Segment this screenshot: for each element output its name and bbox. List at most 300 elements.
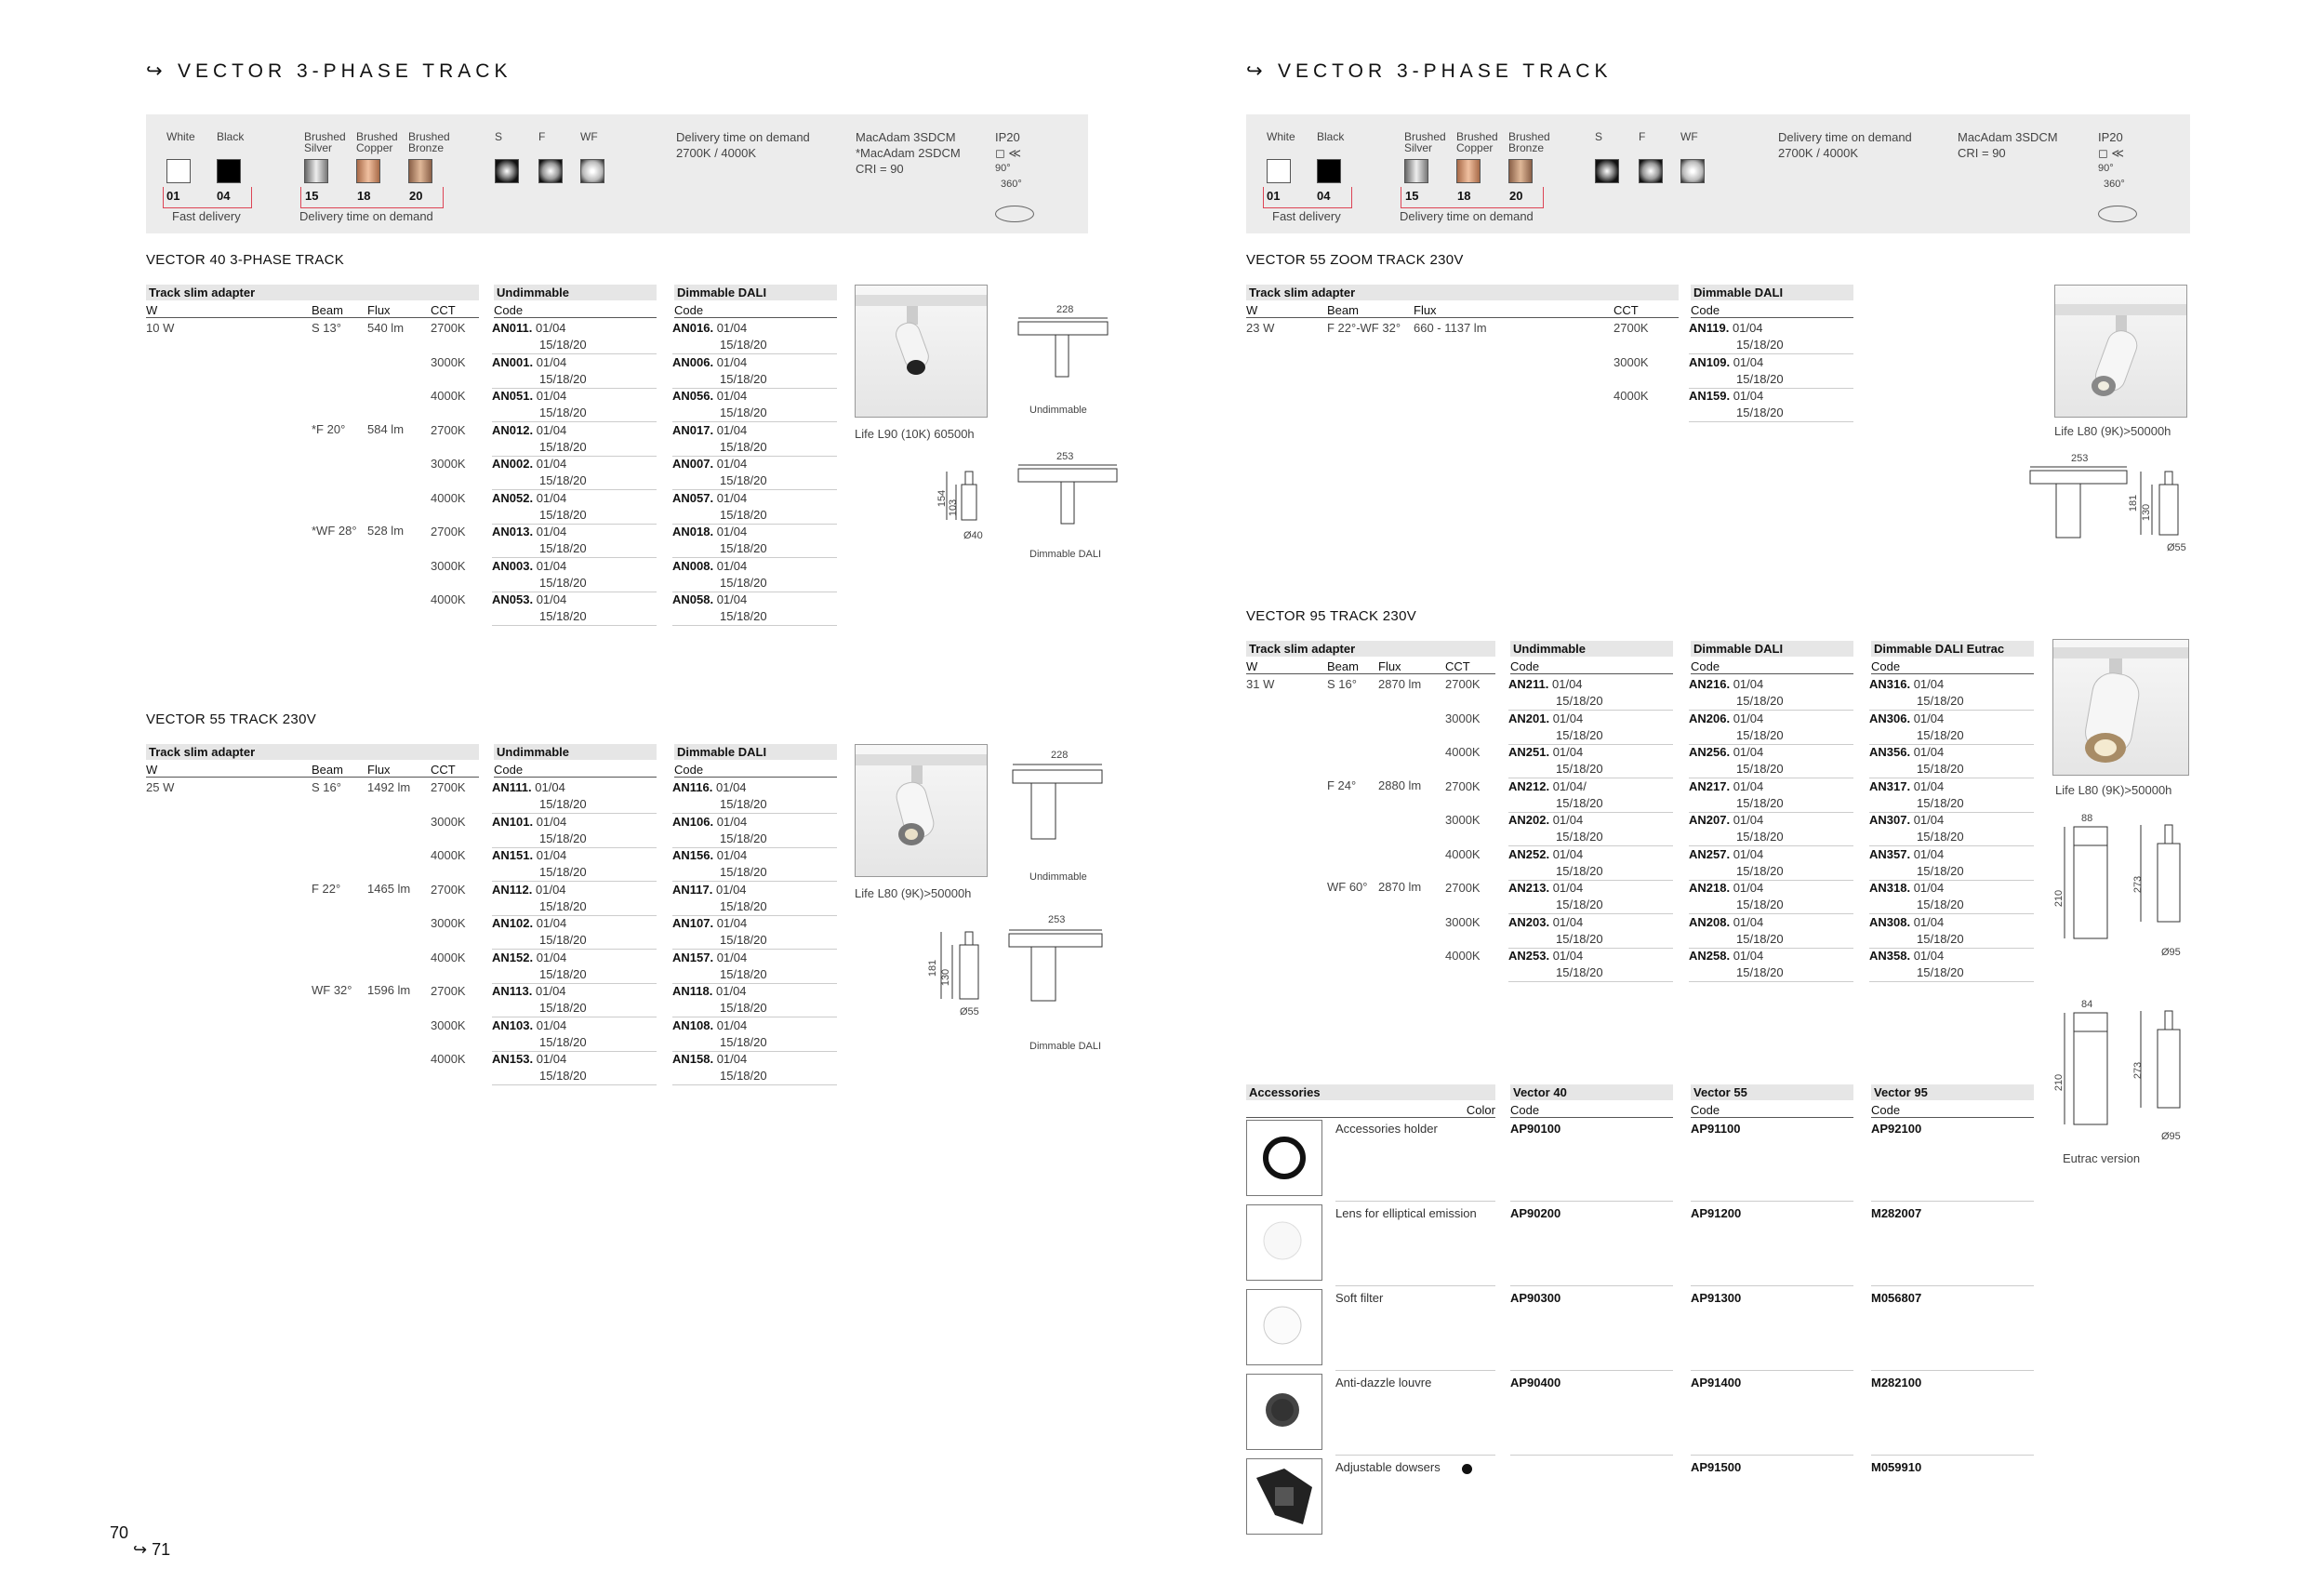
label-silver: Brushed Silver (304, 130, 346, 154)
code-cell: AN102. 01/04 15/18/20 (492, 915, 657, 950)
cct-cell: 4000K (431, 389, 466, 403)
macadam-info: MacAdam 3SDCM *MacAdam 2SDCM CRI = 90 (856, 130, 961, 176)
delivery-info: Delivery time on demand 2700K / 4000K (1778, 130, 1912, 160)
beam-cell: S 16° (1327, 677, 1357, 691)
code-cell: AN008. 01/04 15/18/20 (672, 558, 837, 592)
flux-cell: 2880 lm (1378, 778, 1422, 792)
beam-cell: WF 32° (312, 983, 352, 997)
code-cell: AN357. 01/04 15/18/20 (1869, 846, 2034, 881)
code-cell: AN251. 01/04 15/18/20 (1508, 744, 1673, 778)
accessory-code: M056807 (1871, 1291, 1922, 1305)
flux-cell: 540 lm (367, 321, 405, 335)
label-white: White (166, 130, 195, 143)
row-divider (1691, 1370, 1853, 1371)
row-divider (1871, 1370, 2034, 1371)
beam-f-icon (1639, 159, 1663, 183)
cct-cell: 4000K (1445, 846, 1481, 861)
accessory-code: AP91400 (1691, 1376, 1742, 1389)
row-divider (1510, 1455, 1673, 1456)
code-cell: AN108. 01/04 15/18/20 (672, 1017, 837, 1052)
code-cell: AN017. 01/04 15/18/20 (672, 422, 837, 457)
row-divider (1510, 1370, 1673, 1371)
caption-undimmable: Undimmable (1029, 871, 1087, 883)
th-track-adapter: Track slim adapter (1246, 641, 1495, 657)
th-dali: Dimmable DALI (1691, 285, 1853, 300)
code-cell: AN113. 01/04 15/18/20 (492, 983, 657, 1017)
beam-cell: WF 60° (1327, 880, 1368, 894)
code-cell: AN118. 01/04 15/18/20 (672, 983, 837, 1017)
accessory-code: AP91500 (1691, 1460, 1742, 1474)
row-divider (1691, 1201, 1853, 1202)
accessory-code: M282100 (1871, 1376, 1922, 1389)
dim-height: 181 (927, 959, 939, 977)
th-undimmable: Undimmable (1510, 641, 1673, 657)
dim-width: 253 (1056, 451, 1074, 462)
accessory-code: AP90300 (1510, 1291, 1561, 1305)
vector95-table (1246, 641, 2046, 994)
cct-cell: 3000K (431, 916, 466, 930)
row-divider (1871, 1455, 2034, 1456)
beam-f-icon (538, 159, 563, 183)
beam-cell: S 16° (312, 780, 341, 794)
row-divider (1691, 1455, 1853, 1456)
code-04: 04 (217, 189, 231, 203)
th-code: Code (1871, 1103, 2034, 1118)
rotation-icon (2098, 206, 2137, 222)
code-cell: AN007. 01/04 15/18/20 (672, 456, 837, 490)
section-title-vector40: VECTOR 40 3-PHASE TRACK (146, 252, 345, 268)
page-title-right: ↪ VECTOR 3-PHASE TRACK (1246, 60, 1613, 82)
th-accessories: Accessories (1246, 1084, 1495, 1100)
code-01: 01 (166, 189, 180, 203)
code-cell: AN158. 01/04 15/18/20 (672, 1051, 837, 1085)
code-cell: AN156. 01/04 15/18/20 (672, 847, 837, 882)
arrow-icon: ↪ (1246, 60, 1268, 82)
accessory-name: Adjustable dowsers (1335, 1460, 1441, 1474)
label-black: Black (1317, 130, 1345, 143)
watt: 23 W (1246, 321, 1275, 335)
beam-cell: F 24° (1327, 778, 1357, 792)
dim-diameter: Ø55 (2167, 542, 2186, 553)
cct-cell: 3000K (1445, 813, 1481, 827)
code-cell: AN018. 01/04 15/18/20 (672, 524, 837, 558)
row-divider (1871, 1201, 2034, 1202)
accessory-code: AP90200 (1510, 1206, 1561, 1220)
product-photo-vector95 (2052, 639, 2189, 776)
code-20: 20 (1509, 189, 1523, 203)
accessory-image (1246, 1204, 1322, 1281)
cct-cell: 4000K (1445, 745, 1481, 759)
code-cell: AN103. 01/04 15/18/20 (492, 1017, 657, 1052)
finish-band-right (1246, 114, 2190, 233)
arrow-icon: ↪ (146, 60, 167, 82)
dim-diameter: Ø95 (2161, 947, 2181, 958)
cct-cell: 3000K (431, 558, 466, 573)
dim-height: 181 (2128, 494, 2140, 512)
dim-height: 273 (2132, 1061, 2145, 1080)
dim-width: 228 (1051, 750, 1069, 761)
code-20: 20 (409, 189, 423, 203)
cct-cell: 2700K (431, 525, 466, 539)
th-dali: Dimmable DALI (674, 285, 837, 300)
dim-height: 210 (2053, 1073, 2065, 1092)
code-cell: AN056. 01/04 15/18/20 (672, 388, 837, 422)
rotation-icon (995, 206, 1034, 222)
section-title-vector55-zoom: VECTOR 55 ZOOM TRACK 230V (1246, 252, 1464, 268)
vector55-zoom-table (1246, 285, 1897, 433)
cct-cell: 3000K (1445, 711, 1481, 725)
code-cell: AN358. 01/04 15/18/20 (1869, 948, 2034, 982)
row-divider (1691, 1285, 1853, 1286)
code-cell: AN307. 01/04 15/18/20 (1869, 812, 2034, 846)
drawing-vector95 (2063, 823, 2109, 944)
swatch-black (1317, 159, 1341, 183)
beam-wf-icon (580, 159, 604, 183)
dim-width: 253 (2071, 453, 2089, 464)
code-cell: AN107. 01/04 15/18/20 (672, 915, 837, 950)
code-cell: AN306. 01/04 15/18/20 (1869, 711, 2034, 745)
code-cell: AN003. 01/04 15/18/20 (492, 558, 657, 592)
arrow-icon: ↪ (133, 1540, 148, 1559)
th-dali: Dimmable DALI (674, 744, 837, 760)
dim-width: 88 (2081, 813, 2093, 824)
code-cell: AN116. 01/04 15/18/20 (672, 779, 837, 814)
accessory-name: Lens for elliptical emission (1335, 1206, 1477, 1220)
flux-cell: 584 lm (367, 422, 405, 436)
code-cell: AN208. 01/04 15/18/20 (1689, 914, 1853, 949)
beam-s-icon (495, 159, 519, 183)
code-cell: AN006. 01/04 15/18/20 (672, 354, 837, 389)
th-track-adapter: Track slim adapter (146, 285, 479, 300)
th-code-eutrac: Code (1871, 659, 2034, 674)
label-f: F (538, 130, 546, 143)
code-cell: AN001. 01/04 15/18/20 (492, 354, 657, 389)
th-undimmable: Undimmable (494, 744, 657, 760)
code-cell: AN109. 01/04 15/18/20 (1689, 354, 1853, 389)
cct-cell: 3000K (1445, 914, 1481, 929)
flux-cell: 2870 lm (1378, 677, 1422, 691)
th-track-adapter: Track slim adapter (1246, 285, 1679, 300)
cct-cell: 4000K (1445, 949, 1481, 963)
cct-cell: 4000K (431, 848, 466, 862)
cct-cell: 2700K (1445, 677, 1481, 691)
th-vector95: Vector 95 (1871, 1084, 2034, 1100)
code-cell: AN356. 01/04 15/18/20 (1869, 744, 2034, 778)
swatch-bronze (408, 159, 432, 183)
accessory-name: Accessories holder (1335, 1122, 1438, 1136)
color-dot-icon (1462, 1464, 1472, 1474)
flux-cell: 660 - 1137 lm (1414, 321, 1487, 335)
delivery-on-demand: Delivery time on demand (299, 209, 433, 223)
drawing-eutrac (2063, 1009, 2109, 1130)
cct-cell: 2700K (1445, 778, 1481, 793)
th-code-dali: Code (1691, 659, 1853, 674)
th-row: W Beam Flux CCT (1246, 659, 1495, 674)
label-bronze: Brushed Bronze (408, 130, 450, 154)
row-divider (1335, 1370, 1495, 1371)
code-cell: AN051. 01/04 15/18/20 (492, 388, 657, 422)
beam-wf-icon (1680, 159, 1705, 183)
th-color: Color (1246, 1103, 1495, 1118)
code-cell: AN218. 01/04 15/18/20 (1689, 880, 1853, 914)
th-code-dali: Code (674, 303, 837, 318)
ip-rating: IP20 ◻ ≪ 90° 360° (995, 130, 1022, 190)
code-cell: AN207. 01/04 15/18/20 (1689, 812, 1853, 846)
code-cell: AN258. 01/04 15/18/20 (1689, 948, 1853, 982)
delivery-on-demand: Delivery time on demand (1400, 209, 1534, 223)
code-cell: AN252. 01/04 15/18/20 (1508, 846, 1673, 881)
code-cell: AN119. 01/04 15/18/20 (1689, 320, 1853, 354)
th-dali: Dimmable DALI (1691, 641, 1853, 657)
row-divider (1335, 1285, 1495, 1286)
code-cell: AN211. 01/04 15/18/20 (1508, 676, 1673, 711)
section-title-vector55: VECTOR 55 TRACK 230V (146, 711, 317, 727)
flux-cell: 2870 lm (1378, 880, 1422, 894)
drawing-side-vector95 (2139, 823, 2195, 944)
watt: 25 W (146, 780, 175, 794)
dim-height: 130 (940, 968, 952, 987)
code-cell: AN058. 01/04 15/18/20 (672, 592, 837, 626)
cct-cell: 4000K (431, 950, 466, 964)
dim-width: 228 (1056, 304, 1074, 315)
beam-cell: F 22°-WF 32° (1327, 321, 1401, 335)
code-01: 01 (1267, 189, 1281, 203)
code-cell: AN153. 01/04 15/18/20 (492, 1051, 657, 1085)
watt: 31 W (1246, 677, 1275, 691)
accessory-name: Anti-dazzle louvre (1335, 1376, 1432, 1389)
drawing-vector55-zoom (2028, 465, 2131, 541)
row-divider (1510, 1285, 1673, 1286)
code-15: 15 (1405, 189, 1419, 203)
drawing-dali-vector40 (1016, 463, 1119, 528)
accessory-image (1246, 1374, 1322, 1450)
th-track-adapter: Track slim adapter (146, 744, 479, 760)
code-cell: AN217. 01/04 15/18/20 (1689, 778, 1853, 813)
accessory-code: M282007 (1871, 1206, 1922, 1220)
dim-height: 103 (948, 499, 960, 517)
code-15: 15 (305, 189, 319, 203)
accessory-image (1246, 1458, 1322, 1535)
code-cell: AN112. 01/04 15/18/20 (492, 882, 657, 916)
life-text-vector40: Life L90 (10K) 60500h (855, 427, 975, 441)
drawing-side-eutrac (2139, 1009, 2195, 1130)
code-cell: AN013. 01/04 15/18/20 (492, 524, 657, 558)
flux-cell: 1492 lm (367, 780, 411, 794)
accessory-code: AP91200 (1691, 1206, 1742, 1220)
caption-eutrac: Eutrac version (2063, 1151, 2141, 1165)
th-code-dali: Code (1691, 303, 1853, 318)
code-18: 18 (1457, 189, 1471, 203)
code-cell: AN216. 01/04 15/18/20 (1689, 676, 1853, 711)
accessory-image (1246, 1289, 1322, 1365)
beam-cell: *WF 28° (312, 524, 357, 538)
dim-height: 130 (2141, 503, 2153, 522)
finish-band-left (146, 114, 1088, 233)
page-number-left: 70 (110, 1523, 129, 1542)
code-cell: AN256. 01/04 15/18/20 (1689, 744, 1853, 778)
macadam-info: MacAdam 3SDCM CRI = 90 (1958, 130, 2058, 160)
code-18: 18 (357, 189, 371, 203)
code-cell: AN011. 01/04 15/18/20 (492, 320, 657, 354)
cct-cell: 3000K (431, 814, 466, 829)
code-cell: AN318. 01/04 15/18/20 (1869, 880, 2034, 914)
swatch-black (217, 159, 241, 183)
label-wf: WF (1680, 130, 1698, 143)
cct-cell: 2700K (431, 321, 466, 335)
cct-cell: 3000K (431, 457, 466, 471)
row-divider (1335, 1455, 1495, 1456)
flux-cell: 1465 lm (367, 882, 411, 896)
code-cell: AN212. 01/04/ 15/18/20 (1508, 778, 1673, 813)
accessory-code: M059910 (1871, 1460, 1922, 1474)
code-cell: AN052. 01/04 15/18/20 (492, 490, 657, 525)
page-number-right: ↪ 71 (133, 1540, 171, 1559)
page-title-left: ↪ VECTOR 3-PHASE TRACK (146, 60, 512, 82)
th-code-und: Code (494, 303, 657, 318)
dim-diameter: Ø55 (960, 1006, 979, 1017)
life-text-vector55-zoom: Life L80 (9K)>50000h (2054, 424, 2171, 438)
fast-delivery: Fast delivery (1272, 209, 1341, 223)
accessory-code: AP91300 (1691, 1291, 1742, 1305)
dim-height: 154 (936, 489, 949, 508)
flux-cell: 528 lm (367, 524, 405, 538)
beam-s-icon (1595, 159, 1619, 183)
life-text-vector95: Life L80 (9K)>50000h (2055, 783, 2172, 797)
code-cell: AN157. 01/04 15/18/20 (672, 950, 837, 984)
accessory-code: AP91100 (1691, 1122, 1741, 1136)
dim-width: 84 (2081, 999, 2093, 1010)
th-vector40: Vector 40 (1510, 1084, 1673, 1100)
label-bronze: Brushed Bronze (1508, 130, 1550, 154)
swatch-copper (1456, 159, 1481, 183)
drawing-undimmable-vector40 (1016, 316, 1109, 391)
code-cell: AN201. 01/04 15/18/20 (1508, 711, 1673, 745)
caption-dali: Dimmable DALI (1029, 549, 1102, 560)
swatch-white (166, 159, 191, 183)
label-s: S (495, 130, 503, 143)
caption-undimmable: Undimmable (1029, 405, 1087, 416)
swatch-silver (1404, 159, 1428, 183)
label-white: White (1267, 130, 1295, 143)
code-cell: AN203. 01/04 15/18/20 (1508, 914, 1673, 949)
th-vector55: Vector 55 (1691, 1084, 1853, 1100)
code-cell: AN316. 01/04 15/18/20 (1869, 676, 2034, 711)
code-cell: AN159. 01/04 15/18/20 (1689, 388, 1853, 422)
code-cell: AN206. 01/04 15/18/20 (1689, 711, 1853, 745)
label-silver: Brushed Silver (1404, 130, 1446, 154)
beam-cell: *F 20° (312, 422, 346, 436)
cct-cell: 2700K (431, 422, 466, 437)
th-code-und: Code (494, 763, 657, 778)
label-copper: Brushed Copper (356, 130, 398, 154)
code-cell: AN152. 01/04 15/18/20 (492, 950, 657, 984)
cct-cell: 2700K (431, 882, 466, 897)
ip-rating: IP20 ◻ ≪ 90° 360° (2098, 130, 2125, 190)
row-divider (1335, 1201, 1495, 1202)
cct-cell: 2700K (1445, 881, 1481, 895)
cct-cell: 2700K (431, 780, 466, 794)
code-cell: AN317. 01/04 15/18/20 (1869, 778, 2034, 813)
dim-diameter: Ø95 (2161, 1131, 2181, 1142)
code-cell: AN016. 01/04 15/18/20 (672, 320, 837, 354)
label-f: F (1639, 130, 1646, 143)
th-eutrac: Dimmable DALI Eutrac (1871, 641, 2034, 657)
accessory-image (1246, 1120, 1322, 1196)
code-cell: AN151. 01/04 15/18/20 (492, 847, 657, 882)
dim-diameter: Ø40 (963, 530, 983, 541)
dim-height: 273 (2132, 875, 2145, 894)
swatch-copper (356, 159, 380, 183)
label-black: Black (217, 130, 245, 143)
cct-cell: 4000K (431, 490, 466, 505)
th-code-dali: Code (674, 763, 837, 778)
swatch-white (1267, 159, 1291, 183)
swatch-bronze (1508, 159, 1533, 183)
label-wf: WF (580, 130, 598, 143)
th-row: W Beam Flux CCT (1246, 303, 1679, 318)
product-photo-vector55-zoom (2054, 285, 2187, 418)
label-s: S (1595, 130, 1603, 143)
watt: 10 W (146, 321, 175, 335)
flux-cell: 1596 lm (367, 983, 411, 997)
code-cell: AN106. 01/04 15/18/20 (672, 814, 837, 848)
cct-cell: 2700K (1614, 321, 1649, 335)
accessory-code: AP90400 (1510, 1376, 1561, 1389)
product-photo-vector55 (855, 744, 988, 877)
product-photo-vector40 (855, 285, 988, 418)
code-cell: AN117. 01/04 15/18/20 (672, 882, 837, 916)
cct-cell: 2700K (431, 984, 466, 998)
accessory-name: Soft filter (1335, 1291, 1384, 1305)
drawing-dali-vector55 (1007, 928, 1105, 1004)
code-cell: AN308. 01/04 15/18/20 (1869, 914, 2034, 949)
fast-delivery: Fast delivery (172, 209, 241, 223)
code-cell: AN257. 01/04 15/18/20 (1689, 846, 1853, 881)
accessory-code: AP92100 (1871, 1122, 1922, 1136)
delivery-info: Delivery time on demand 2700K / 4000K (676, 130, 810, 160)
code-cell: AN101. 01/04 15/18/20 (492, 814, 657, 848)
th-code-und: Code (1510, 659, 1673, 674)
code-cell: AN253. 01/04 15/18/20 (1508, 948, 1673, 982)
beam-cell: F 22° (312, 882, 341, 896)
caption-dali: Dimmable DALI (1029, 1041, 1102, 1052)
beam-cell: S 13° (312, 321, 341, 335)
code-cell: AN053. 01/04 15/18/20 (492, 592, 657, 626)
cct-cell: 4000K (431, 592, 466, 606)
th-code: Code (1691, 1103, 1853, 1118)
code-cell: AN057. 01/04 15/18/20 (672, 490, 837, 525)
accessory-code: AP90100 (1510, 1122, 1561, 1136)
code-cell: AN002. 01/04 15/18/20 (492, 456, 657, 490)
life-text-vector55: Life L80 (9K)>50000h (855, 886, 972, 900)
dim-height: 210 (2053, 889, 2065, 908)
cct-cell: 3000K (431, 1017, 466, 1032)
cct-cell: 4000K (431, 1052, 466, 1066)
row-divider (1871, 1285, 2034, 1286)
th-undimmable: Undimmable (494, 285, 657, 300)
section-title-vector95: VECTOR 95 TRACK 230V (1246, 608, 1417, 624)
row-divider (1510, 1201, 1673, 1202)
dim-width: 253 (1048, 914, 1066, 925)
code-cell: AN012. 01/04 15/18/20 (492, 422, 657, 457)
th-code: Code (1510, 1103, 1673, 1118)
th-row: W Beam Flux CCT (146, 763, 479, 778)
code-04: 04 (1317, 189, 1331, 203)
code-cell: AN111. 01/04 15/18/20 (492, 779, 657, 814)
cct-cell: 3000K (1614, 354, 1649, 369)
label-copper: Brushed Copper (1456, 130, 1498, 154)
code-cell: AN213. 01/04 15/18/20 (1508, 880, 1673, 914)
